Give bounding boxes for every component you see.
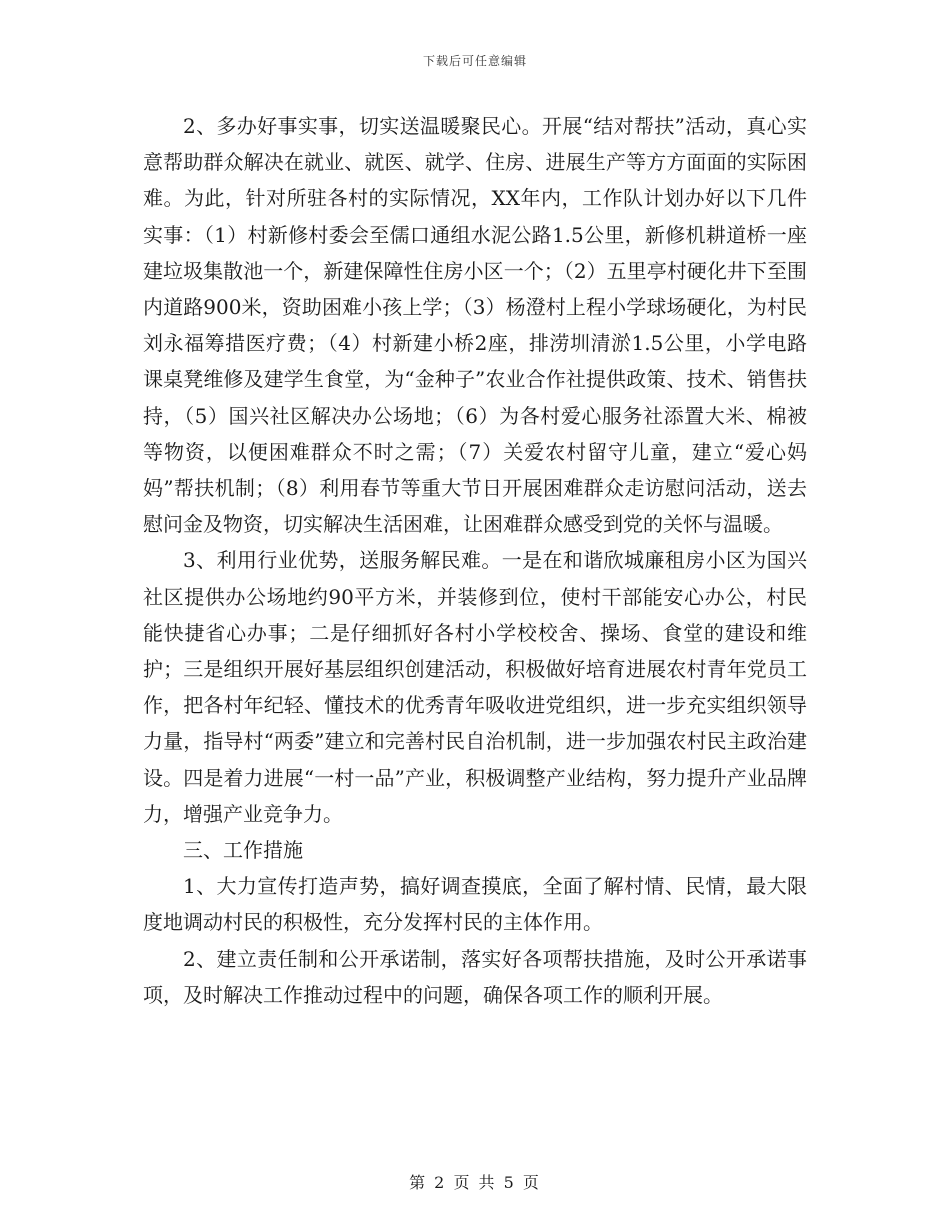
page-number-footer: 第 2 页 共 5 页	[409, 1173, 541, 1192]
section-heading-work-measures: 三、工作措施	[183, 838, 303, 863]
page-header: 下载后可任意编辑	[422, 54, 527, 68]
paragraph-3-industry-advantage: 3、利用行业优势，送服务解民难。一是在和谐欣城廉租房小区为国兴社区提供办公场地约90平方米，并装修到位，使村干部能安心办公，村民能快捷省心办事；二是仔细抓好各村小学校校舍、操场、食堂的建设和维护；三是组织开展好基层组织创建活动，积极做好培育进展农村青年党员工作，把各村年纪轻、懂技术的优秀青年吸收进党组织，进一步充实组织领导力量，指导村“两委”建立和完善村民自治机制，进一步加强农村民主政治建设。四是着力进展“一村一品”产业，积极调整产业结构，努力提升产业品牌力，增强产业竞争力。	[143, 548, 807, 826]
document-body	[143, 108, 807, 1013]
paragraph-2-good-deeds: 2、多办好事实事，切实送温暖聚民心。开展“结对帮扶”活动，真心实意帮助群众解决在就业、就医、就学、住房、进展生产等方方面面的实际困难。为此，针对所驻各村的实际情况，XX年内，工作队计划办好以下几件实事：（1）村新修村委会至儒口通组水泥公路1.5公里，新修机耕道桥一座建垃圾集散池一个，新建保障性住房小区一个；（2）五里亭村硬化井下至围内道路900米，资助困难小孩上学；（3）杨澄村上程小学球场硬化，为村民刘永福筹措医疗费；（4）村新建小桥2座，排涝圳清淤1.5公里，小学电路课桌凳维修及建学生食堂，为“金种子”农业合作社提供政策、技术、销售扶持，（5）国兴社区解决办公场地；（6）为各村爱心服务社添置大米、棉被等物资，以便困难群众不时之需；（7）关爱农村留守儿童，建立“爱心妈妈”帮扶机制；（8）利用春节等重大节日开展困难群众走访慰问活动，送去慰问金及物资，切实解决生活困难，让困难群众感受到党的关怀与温暖。	[143, 114, 807, 537]
paragraph-measure-1: 1、大力宣传打造声势，搞好调查摸底，全面了解村情、民情，最大限度地调动村民的积极性，充分发挥村民的主体作用。	[143, 874, 807, 935]
paragraph-measure-2: 2、建立责任制和公开承诺制，落实好各项帮扶措施，及时公开承诺事项，及时解决工作推动过程中的问题，确保各项工作的顺利开展。	[143, 946, 807, 1007]
